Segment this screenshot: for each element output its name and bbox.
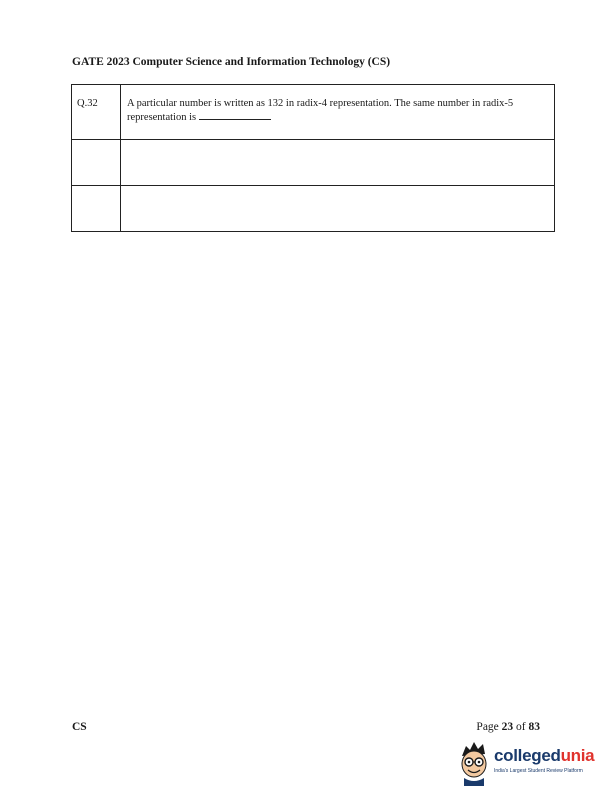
empty-cell [121, 186, 555, 232]
page-prefix: Page [476, 721, 502, 733]
logo-wordmark [494, 746, 594, 766]
empty-cell [72, 140, 121, 186]
collegedunia-logo [456, 740, 596, 786]
empty-cell [121, 140, 555, 186]
page-current: 23 [501, 721, 514, 733]
page-total: 83 [528, 721, 540, 733]
question-number: Q.32 [72, 85, 121, 140]
footer-subject-code: CS [72, 721, 87, 733]
answer-blank [199, 119, 271, 120]
logo-wordmark-accent: unia [560, 746, 595, 765]
page-header-title: GATE 2023 Computer Science and Information Technology (CS) [72, 56, 391, 68]
footer-page-number [476, 721, 540, 733]
empty-cell [72, 186, 121, 232]
page-separator: of [513, 721, 529, 733]
empty-row [72, 140, 555, 186]
empty-row [72, 186, 555, 232]
question-table [71, 84, 555, 232]
mascot-icon [456, 740, 492, 786]
logo-wordmark-main: colleged [494, 746, 561, 765]
logo-tagline: India's Largest Student Review Platform [494, 768, 583, 774]
question-row [72, 85, 555, 140]
question-text: A particular number is written as 132 in radix-4 representation. The same number in radix-5 representation is [127, 98, 514, 123]
question-text-cell [121, 85, 555, 140]
